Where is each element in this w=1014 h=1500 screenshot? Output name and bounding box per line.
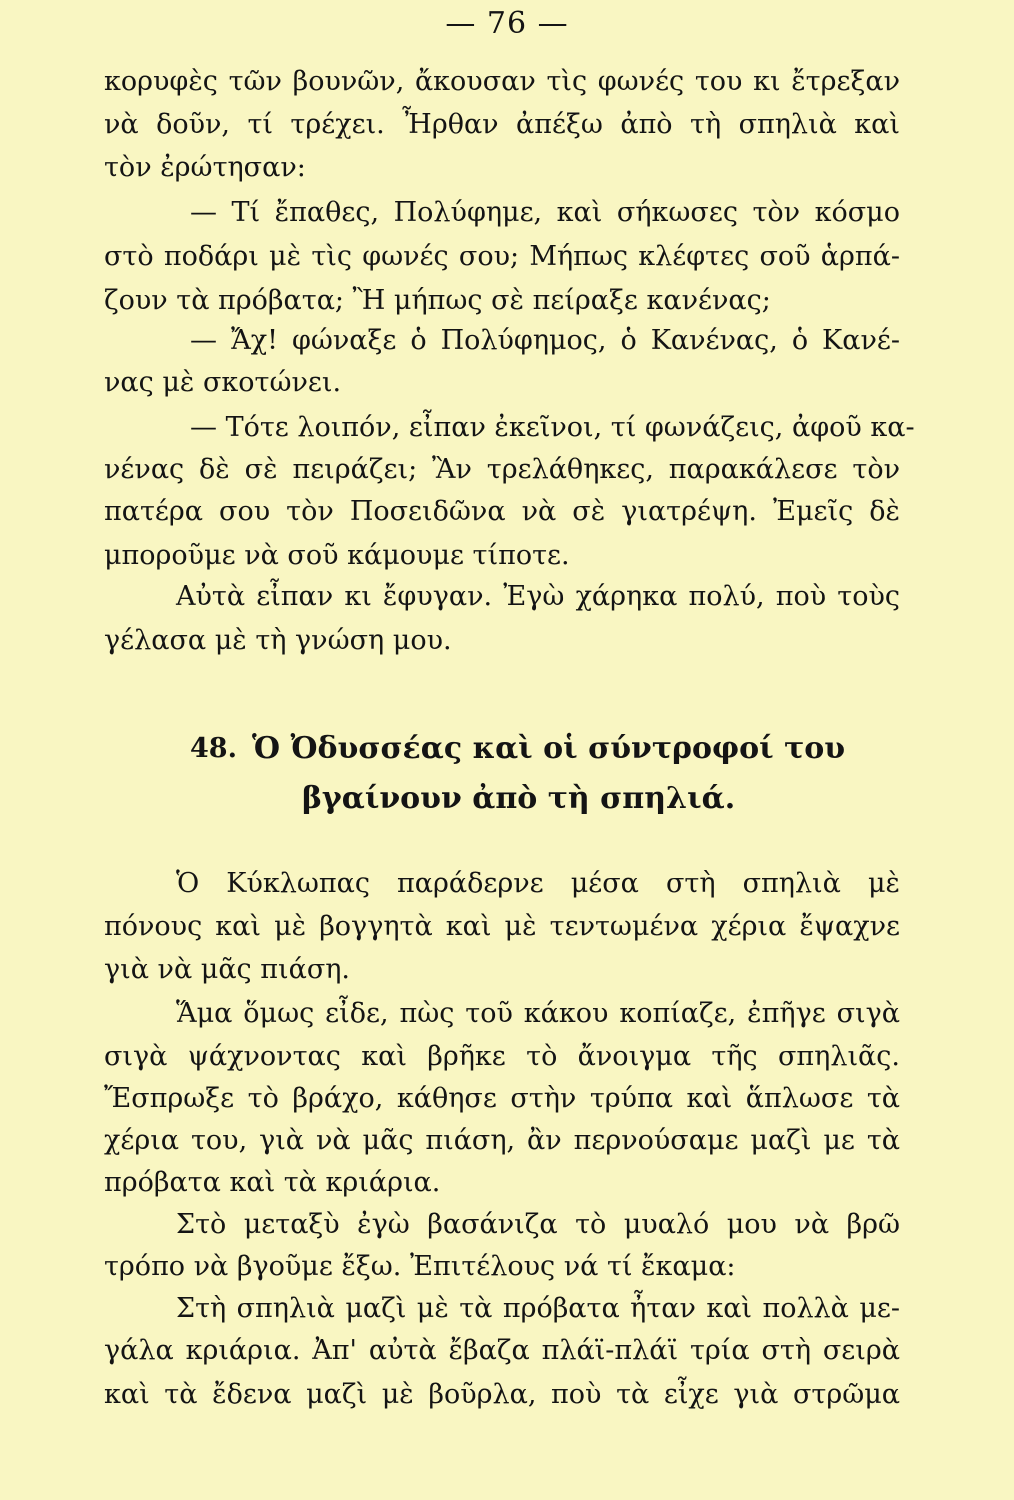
page-number: — 76 — [445, 6, 569, 41]
text-line: πρόβατα καὶ τὰ κριάρια. [104, 1167, 441, 1198]
text-line: ζουν τὰ πρόβατα; Ἢ μήπως σὲ πείραξε κανένας; [104, 285, 771, 316]
text-line: πατέρα σου τὸν Ποσειδῶνα νὰ σὲ γιατρέψη. Ἐμεῖς δὲ [104, 496, 900, 527]
text-line: καὶ τὰ ἔδενα μαζὶ μὲ βοῦρλα, ποὺ τὰ εἶχε γιὰ στρῶμα [104, 1379, 900, 1410]
text-line: χέρια του, γιὰ νὰ μᾶς πιάση, ἂν περνούσαμε μαζὶ με τὰ [104, 1125, 900, 1156]
text-line: κορυφὲς τῶν βουνῶν, ἄκουσαν τὶς φωνές του κι ἔτρεξαν [104, 66, 900, 97]
text-line: γιὰ νὰ μᾶς πιάση. [104, 954, 351, 985]
text-line: νένας δὲ σὲ πειράζει; Ἂν τρελάθηκες, παρακάλεσε τὸν [104, 454, 900, 485]
text-line: — Τί ἔπαθες, Πολύφημε, καὶ σήκωσες τὸν κόσμο [190, 197, 900, 228]
text-line: — Ἄχ! φώναξε ὁ Πολύφημος, ὁ Κανένας, ὁ Κανέ- [190, 325, 900, 356]
text-line: μποροῦμε νὰ σοῦ κάμουμε τίποτε. [104, 540, 570, 571]
text-line: σιγὰ ψάχνοντας καὶ βρῆκε τὸ ἄνοιγμα τῆς σπηλιᾶς. [104, 1041, 900, 1072]
text-line: γέλασα μὲ τὴ γνώση μου. [104, 625, 452, 656]
text-line: στὸ ποδάρι μὲ τὶς φωνές σου; Μήπως κλέφτες σοῦ ἁρπά- [104, 241, 900, 272]
text-line: Ἔσπρωξε τὸ βράχο, κάθησε στὴν τρύπα καὶ ἅπλωσε τὰ [104, 1083, 900, 1114]
section-title-line-1: Ὁ Ὀδυσσέας καὶ οἱ σύντροφοί του [252, 731, 846, 766]
text-line: Αὐτὰ εἶπαν κι ἔφυγαν. Ἐγὼ χάρηκα πολύ, ποὺ τοὺς [176, 581, 900, 612]
text-line: νὰ δοῦν, τί τρέχει. Ἦρθαν ἀπέξω ἀπὸ τὴ σπηλιὰ καὶ [104, 109, 900, 140]
text-line: τρόπο νὰ βγοῦμε ἔξω. Ἐπιτέλους νά τί ἔκαμα: [104, 1251, 736, 1282]
section-title-line-2: βγαίνουν ἀπὸ τὴ σπηλιά. [302, 781, 736, 816]
text-line: γάλα κριάρια. Ἀπ' αὐτὰ ἔβαζα πλάϊ-πλάϊ τρία στὴ σειρὰ [104, 1335, 900, 1366]
text-line: Ὁ Κύκλωπας παράδερνε μέσα στὴ σπηλιὰ μὲ [176, 868, 900, 899]
section-number: 48. [190, 733, 237, 764]
text-line: τὸν ἐρώτησαν: [104, 152, 306, 183]
text-line: — Τότε λοιπόν, εἶπαν ἐκεῖνοι, τί φωνάζεις, ἀφοῦ κα- [190, 412, 915, 443]
text-line: πόνους καὶ μὲ βογγητὰ καὶ μὲ τεντωμένα χέρια ἔψαχνε [104, 911, 900, 942]
text-line: νας μὲ σκοτώνει. [104, 367, 342, 398]
text-line: Στὸ μεταξὺ ἐγὼ βασάνιζα τὸ μυαλό μου νὰ βρῶ [176, 1209, 900, 1240]
text-line: Ἅμα ὅμως εἶδε, πὼς τοῦ κάκου κοπίαζε, ἐπῆγε σιγὰ [176, 998, 900, 1029]
text-line: Στὴ σπηλιὰ μαζὶ μὲ τὰ πρόβατα ἦταν καὶ πολλὰ με- [176, 1293, 900, 1324]
